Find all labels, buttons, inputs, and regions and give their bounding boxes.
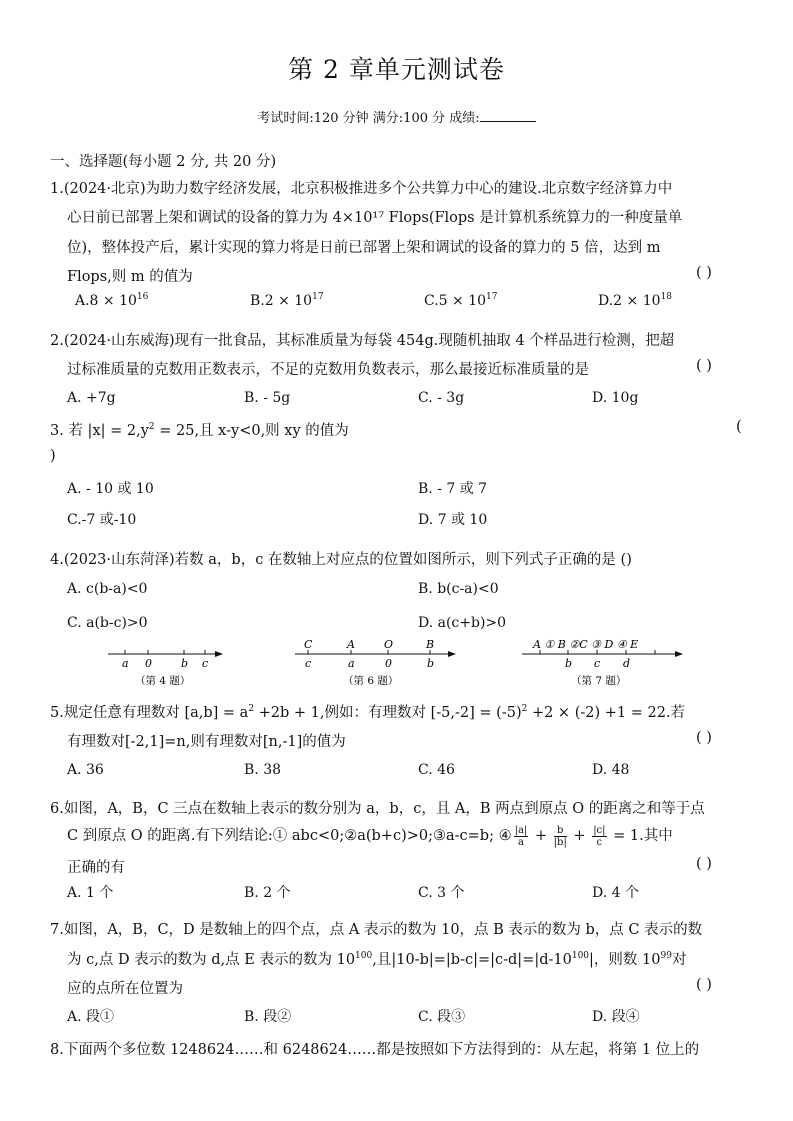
q2-option-c: C. - 3g (418, 390, 465, 406)
q2-option-b: B. - 5g (244, 390, 291, 406)
score-blank (480, 109, 536, 122)
figure-7-number-line (522, 638, 682, 687)
q7-answer-paren: ( ) (696, 977, 712, 993)
q1-line4: Flops,则 m 的值为 (67, 269, 193, 285)
q6-line2-part2: = 1.其中 (613, 828, 673, 844)
q7-line2-exp3: 99 (660, 951, 672, 961)
q5-option-d: D. 48 (592, 762, 630, 778)
q4-option-a: A. c(b-a)<0 (67, 581, 148, 597)
q7-option-c: C. 段③ (418, 1009, 466, 1025)
q5-line1 (50, 701, 685, 722)
q3-line1-part1: 3. 若 |x| = 2,y (50, 423, 149, 439)
q1-option-a-text: A.8 × 10 (75, 293, 137, 309)
fig7-caption: （第 7 题） (571, 675, 627, 687)
q7-line2-part4: 对 (671, 952, 687, 968)
q5-answer-paren: ( ) (696, 730, 712, 746)
fig6-top-A: A (347, 638, 355, 651)
q2-line1: 2.(2024·山东威海)现有一批食品，其标准质量为每袋 454g.现随机抽取 4 个样品进行检测，把超 (50, 333, 675, 349)
fig6-top-C: C (304, 638, 313, 651)
q3-line1-part2: = 25,且 x-y<0,则 xy 的值为 (154, 423, 349, 439)
q3-line1 (50, 419, 349, 440)
fig6-caption: （第 6 题） (343, 675, 399, 687)
fig7-bottom-d: d (623, 657, 631, 670)
q7-line2-exp2: 100 (571, 951, 590, 961)
q6-fraction-1-num: |a| (514, 824, 528, 836)
fig7-bottom-c: c (594, 657, 601, 670)
q3-answer-paren-open: ( (736, 419, 742, 435)
q7-option-b: B. 段② (244, 1009, 292, 1025)
q7-line2-part3: |，则数 10 (589, 952, 661, 968)
q1-line2: 心日前已部署上架和调试的设备的算力为 4×10¹⁷ Flops(Flops 是计算机系统算力的一种度量单 (67, 210, 683, 226)
q6-option-b: B. 2 个 (244, 885, 291, 901)
q6-option-d: D. 4 个 (592, 885, 639, 901)
q3-option-c: C.-7 或-10 (67, 512, 137, 528)
q6-fraction-2 (554, 825, 567, 848)
q3-option-b: B. - 7 或 7 (418, 481, 488, 497)
q1-option-d (598, 293, 672, 309)
q4-option-c: C. a(b-c)>0 (67, 615, 148, 631)
q4-option-b: B. b(c-a)<0 (418, 581, 499, 597)
exam-info (0, 107, 793, 126)
q3-answer-paren-close: ) (50, 448, 56, 464)
q6-plus-1: + (534, 828, 548, 844)
q6-option-c: C. 3 个 (418, 885, 465, 901)
q1-line1: 1.(2024·北京)为助力数字经济发展，北京积极推进多个公共算力中心的建设.北京数字经济算力中 (50, 181, 673, 197)
q1-option-c-exp: 17 (486, 292, 498, 302)
q2-line2: 过标准质量的克数用正数表示，不足的克数用负数表示，那么最接近标准质量的是 (67, 362, 589, 378)
q1-option-d-text: D.2 × 10 (598, 293, 661, 309)
q6-fraction-1 (514, 825, 529, 848)
fig7-top-labels: A ① B ②C ③ D ④ E (533, 638, 639, 651)
q5-line1-exp2: 2 (521, 704, 528, 714)
q5-option-c: C. 46 (418, 762, 455, 778)
section-heading: 一、选择题(每小题 2 分, 共 20 分) (50, 154, 277, 170)
q4-line1: 4.(2023·山东菏泽)若数 a，b，c 在数轴上对应点的位置如图所示，则下列式子正确的是 () (50, 552, 632, 568)
q7-option-d: D. 段④ (592, 1009, 640, 1025)
q5-line1-part2: +2b + 1,例如：有理数对 [-5,-2] = (-5) (254, 705, 522, 721)
figures-row (0, 636, 793, 692)
q2-option-a: A. +7g (67, 390, 116, 406)
q6-line2-part1: C 到原点 O 的距离.有下列结论:① abc<0;②a(b+c)>0;③a-c=b; ④ (67, 828, 512, 844)
q5-line1-part1: 5.规定任意有理数对 [a,b] = a (50, 705, 249, 721)
fig4-label-b: b (181, 657, 189, 670)
q6-plus-2: + (573, 828, 586, 844)
q5-line1-exp1: 2 (248, 704, 255, 714)
q7-line3: 应的点所在位置为 (67, 981, 183, 997)
q1-option-b-exp: 17 (312, 292, 324, 302)
q7-line2 (67, 948, 686, 969)
q1-option-a-exp: 16 (136, 292, 149, 302)
q7-line2-part2: ,且|10-b|=|b-c|=|c-d|=|d-10 (372, 952, 572, 968)
q6-option-a: A. 1 个 (67, 885, 114, 901)
fig4-label-c: c (202, 657, 209, 670)
figure-6-number-line (295, 638, 455, 687)
q6-line3: 正确的有 (67, 860, 125, 876)
figure-4-number-line (108, 650, 222, 687)
q5-option-a: A. 36 (67, 762, 104, 778)
fig6-bottom-c: c (305, 657, 312, 670)
q1-option-c-text: C.5 × 10 (424, 293, 487, 309)
q6-fraction-2-num: b (554, 825, 567, 837)
q5-line1-part3: +2 × (-2) +1 = 22.若 (527, 705, 686, 721)
q7-line1: 7.如图，A，B，C，D 是数轴上的四个点，点 A 表示的数为 10，点 B 表示的数为 b，点 C 表示的数 (50, 922, 703, 938)
q6-line2 (67, 824, 673, 848)
q7-line2-exp1: 100 (355, 951, 373, 961)
q3-option-d: D. 7 或 10 (418, 512, 488, 528)
q8-line1: 8.下面两个多位数 1248624……和 6248624……都是按照如下方法得到的：从左起，将第 1 位上的 (50, 1042, 700, 1058)
q6-fraction-2-den: |b| (553, 836, 567, 848)
q3-option-a: A. - 10 或 10 (67, 481, 154, 497)
fig4-label-a: a (122, 657, 129, 670)
q1-answer-paren: ( ) (696, 265, 712, 281)
q6-answer-paren: ( ) (696, 856, 712, 872)
q7-line2-part1: 为 c,点 D 表示的数为 d,点 E 表示的数为 10 (67, 952, 356, 968)
q2-option-d: D. 10g (592, 390, 639, 406)
q1-line3: 位)，整体投产后，累计实现的算力将是日前已部署上架和调试的设备的算力的 5 倍，达到 m (67, 240, 661, 256)
fig6-bottom-b: b (427, 657, 435, 670)
page-title: 第 2 章单元测试卷 (288, 55, 505, 84)
q4-option-d: D. a(c+b)>0 (418, 615, 507, 631)
q6-line1: 6.如图，A，B，C 三点在数轴上表示的数分别为 a，b，c，且 A，B 两点到原点 O 的距离之和等于点 (50, 801, 705, 817)
fig6-bottom-0: 0 (385, 657, 392, 670)
q1-option-c (424, 293, 497, 309)
q1-option-a (75, 293, 148, 309)
exam-info-text: 考试时间:120 分钟 满分:100 分 成绩: (257, 111, 480, 126)
fig7-bottom-b: b (565, 657, 573, 670)
fig6-top-O: O (384, 638, 394, 651)
q2-answer-paren: ( ) (696, 358, 712, 374)
fig6-bottom-a: a (348, 657, 355, 670)
q1-option-d-exp: 18 (660, 292, 672, 302)
fig4-label-0: 0 (145, 657, 152, 670)
q5-option-b: B. 38 (244, 762, 282, 778)
q1-option-b (250, 293, 324, 309)
q1-option-b-text: B.2 × 10 (250, 293, 313, 309)
fig4-caption: （第 4 题） (135, 675, 191, 687)
q7-option-a: A. 段① (67, 1009, 115, 1025)
q6-fraction-3-num: |c| (593, 824, 606, 836)
q3-line1-exp: 2 (148, 422, 155, 432)
q6-fraction-3 (592, 825, 606, 848)
q6-fraction-1-den: a (517, 836, 524, 848)
q5-line2: 有理数对[-2,1]=n,则有理数对[n,-1]的值为 (67, 734, 346, 750)
fig6-top-B: B (426, 638, 435, 651)
q6-fraction-3-den: c (596, 836, 603, 848)
